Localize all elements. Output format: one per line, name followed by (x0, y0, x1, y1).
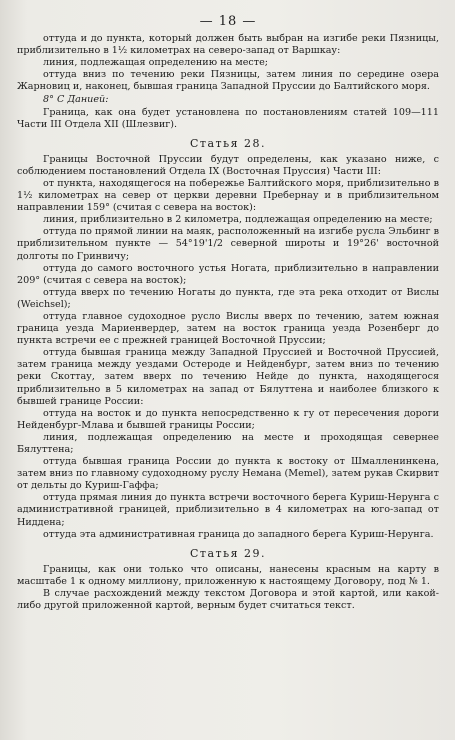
paragraph: оттуда до самого восточного устья Ногата, приблизительно в направлении 209° (считая с севера на восток); (17, 262, 439, 286)
paragraph: оттуда вверх по течению Ногаты до пункта, где эта река отходит от Вислы (Weichsel); (17, 286, 439, 310)
paragraph: оттуда на восток и до пункта непосредственно к гу от пересечения дороги Нейденбург-Млава и бывшей границы России; (17, 407, 439, 431)
article-29-heading: Статья 29. (189, 546, 267, 560)
article-29-body (17, 564, 439, 612)
article-28-heading: Статья 28. (189, 136, 267, 150)
paragraph: оттуда и до пункта, который должен быть выбран на изгибе реки Пязницы, приблизительно в 1½ километрах на северо-запад от Варшкау: (17, 33, 439, 57)
paragraph: линия, приблизительно в 2 километра, подлежащая определению на месте; (43, 214, 433, 226)
paragraph: оттуда прямая линия до пункта встречи восточного берега Куриш-Нерунга с административной границей, приблизительно в 4 километрах на юго-запад от Ниддена; (17, 492, 439, 528)
paragraph: оттуда эта административная граница до западного берега Куриш-Нерунга. (43, 528, 434, 540)
article-28-body (17, 154, 439, 541)
paragraph: Границы, как они только что описаны, нанесены красным на карту в масштабе 1 к одному миллиону, приложенную к настоящему Договору, под № 1. (17, 563, 439, 587)
paragraph: от пункта, находящегося на побережье Балтийского моря, приблизительно в 1½ километрах на север от церкви деревни Пребернау и в приблизительном направлении 159° (считая с севера на восток): (17, 177, 439, 214)
page-number: — 18 — (199, 14, 257, 29)
paragraph: оттуда по прямой линии на маяк, расположенный на изгибе русла Эльбинг в приблизительном пункте — 54°19'1/2 северной широты и 19°26' восточной долготы по Гринвичу; (17, 226, 439, 262)
paragraph: Границы Восточной Пруссии будут определены, как указано ниже, с соблюдением постановлений Отдела IX (Восточная Пруссия) Части III: (17, 153, 439, 177)
paragraph: В случае расхождений между текстом Договора и этой картой, или какой-либо другой приложенной картой, верным будет считаться текст. (17, 587, 439, 612)
paragraph: линия, подлежащая определению на месте; (43, 57, 268, 69)
top-section (17, 33, 439, 93)
paragraph: оттуда бывшая граница между Западной Пруссией и Восточной Пруссией, затем граница между уездами Остероде и Нейденбург, затем вниз по течению реки Скоттау, затем вверх по течению Нейде до пункта, находящегося приблизительно в 5 километрах на запад от Бялуттена и наиболее близкого к бывшей границе России: (17, 347, 439, 407)
section-8-title: 8° С Данией: (43, 94, 109, 106)
paragraph: оттуда главное судоходное русло Вислы вверх по течению, затем южная граница уезда Мариенвердер, затем на восток граница уезда Розенберг до пункта встречи ее с прежней границей Восточной Пруссии; (17, 310, 439, 347)
paragraph: оттуда бывшая граница России до пункта к востоку от Шмалленинкена, затем вниз по главному судоходному руслу Немана (Memel), затем рукав Скирвит от дельты до Куриш-Гаффа; (17, 456, 439, 492)
section-8-text: Граница, как она будет установлена по постановлениям статей 109—111 Части III Отдела XII (Шлезвиг). (17, 106, 439, 130)
paragraph: оттуда вниз по течению реки Пязницы, затем линия по середине озера Жарновиц и, наконец, бывшая граница Западной Пруссии до Балтийского моря. (17, 69, 439, 93)
paragraph: линия, подлежащая определению на месте и проходящая севернее Бялуттена; (17, 431, 439, 455)
